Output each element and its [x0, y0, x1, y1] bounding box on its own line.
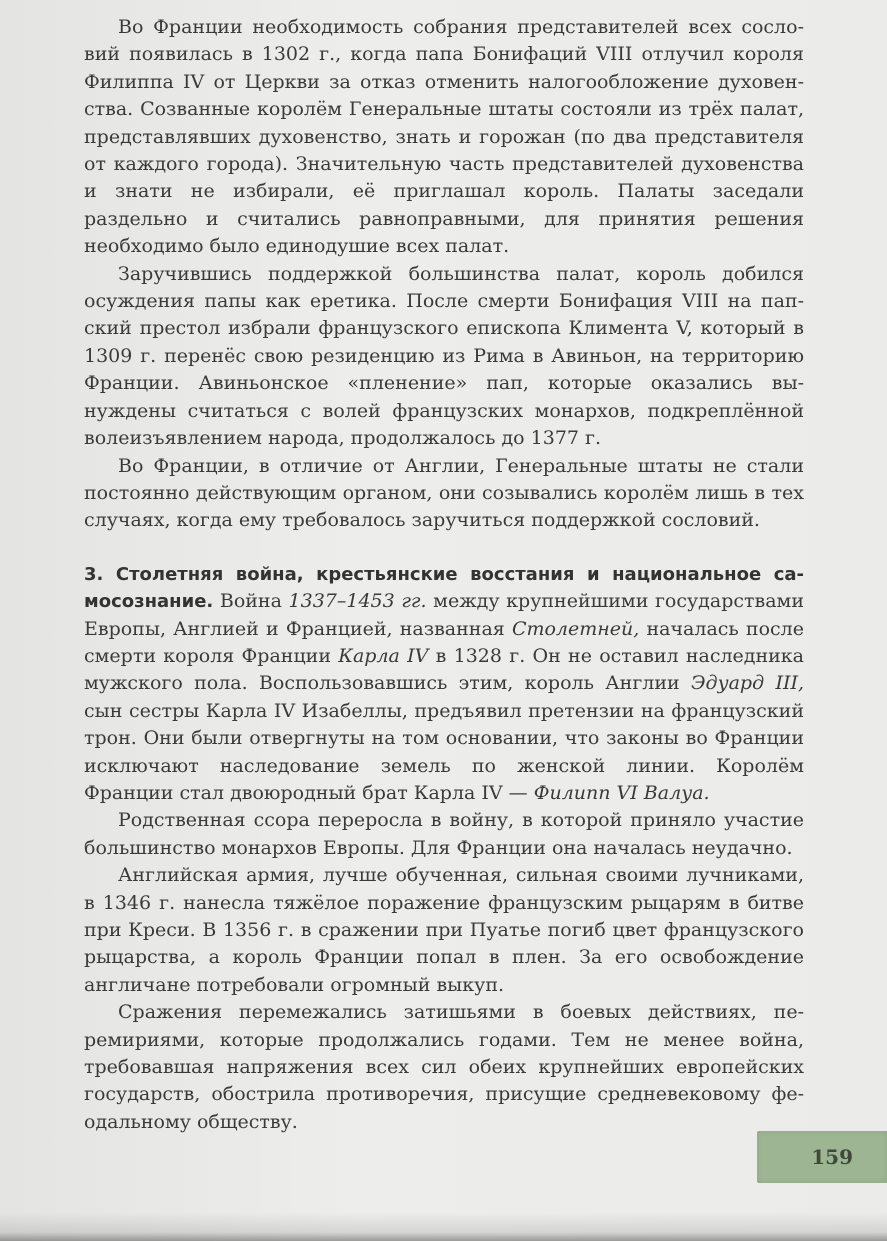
section-emphasis-name: Столетней, [511, 617, 640, 640]
section-emphasis-philip: Филипп VI Валуа. [533, 781, 710, 804]
section-emphasis-charles: Карла IV [338, 644, 429, 667]
page-number-tab [757, 1131, 887, 1183]
section-heading: 3. Столетняя война, крестьянские восстания и национальное самосознание. [84, 563, 804, 613]
paragraph-estates-general: Во Франции необходимость собрания представителей всех сословий появилась в 1302 г., когда папа Бонифаций VIII отлучил короля Филиппа IV от Церкви за отказ отменить налогообложение духовенства. Созванные королём Генеральные штаты состояли из трёх палат, представлявших духовенство, знать и горожан (по два представителя от каждого города). Значительную часть представителей духовенства и знати не избирали, её приглашал король. Палаты заседали раздельно и считались равноправными, для принятия решения необходимо было единодушие всех палат. [84, 16, 804, 258]
section-text: началась после смерти короля Франции [84, 617, 804, 667]
page-number: 159 [811, 1145, 853, 1169]
paragraph-english-army: Английская армия, лучше обученная, сильная своими лучниками, в 1346 г. нанесла тяжёлое поражение французским рыцарям в битве при Креси. В 1356 г. в сражении при Пуатье погиб цвет французского рыцарства, а король Франции попал в плен. За его освобождение англичане потребовали огромный выкуп. [84, 864, 804, 996]
text-column [84, 14, 804, 1136]
section-emphasis-dates: 1337–1453 гг. [288, 590, 427, 613]
section-text: в 1328 г. Он не оставил наследника мужского пола. Воспользовавшись этим, король Англии [84, 644, 805, 695]
paragraph-battles-truces: Сражения перемежались затишьями в боевых действиях, перемириями, которые продолжались годами. Тем не менее война, требовавшая напряжения всех сил обеих крупнейших европейских государств, обострила противоречия, присущие средневековому феодальному обществу. [84, 1001, 804, 1133]
section-text: между крупнейшими государствами Европы, Англией и Францией, названная [84, 590, 804, 640]
section-hundred-years-war [84, 561, 804, 808]
paragraph-family-quarrel: Родственная ссора переросла в войну, в которой приняло участие большинство монархов Европы. Для Франции она началась неудачно. [84, 809, 804, 859]
section-emphasis-edward: Эдуард III, [691, 672, 805, 695]
section-text: сын сестры Карла IV Изабеллы, предъявил претензии на французский трон. Они были отвергнуты на том основании, что законы во Франции исключают наследование земель по женской линии. Королём Франции стал двоюродный брат Карла IV — [84, 699, 804, 804]
section-text: Война [213, 590, 289, 613]
paragraph-france-vs-england: Во Франции, в отличие от Англии, Генеральные штаты не стали постоянно действующим органом, они созывались королём лишь в тех случаях, когда ему требовалось заручиться поддержкой сословий. [84, 454, 804, 532]
page-bottom-shadow [0, 1212, 887, 1241]
paragraph-avignon: Заручившись поддержкой большинства палат, король добился осуждения папы как еретика. После смерти Бонифация VIII на папский престол избрали французского епископа Климента V, который в 1309 г. перенёс свою резиденцию из Рима в Авиньон, на территорию Франции. Авиньонское «пленение» пап, которые оказались вынуждены считаться с волей французских монархов, подкреплённой волеизъявлением народа, продолжалось до 1377 г. [84, 262, 804, 450]
